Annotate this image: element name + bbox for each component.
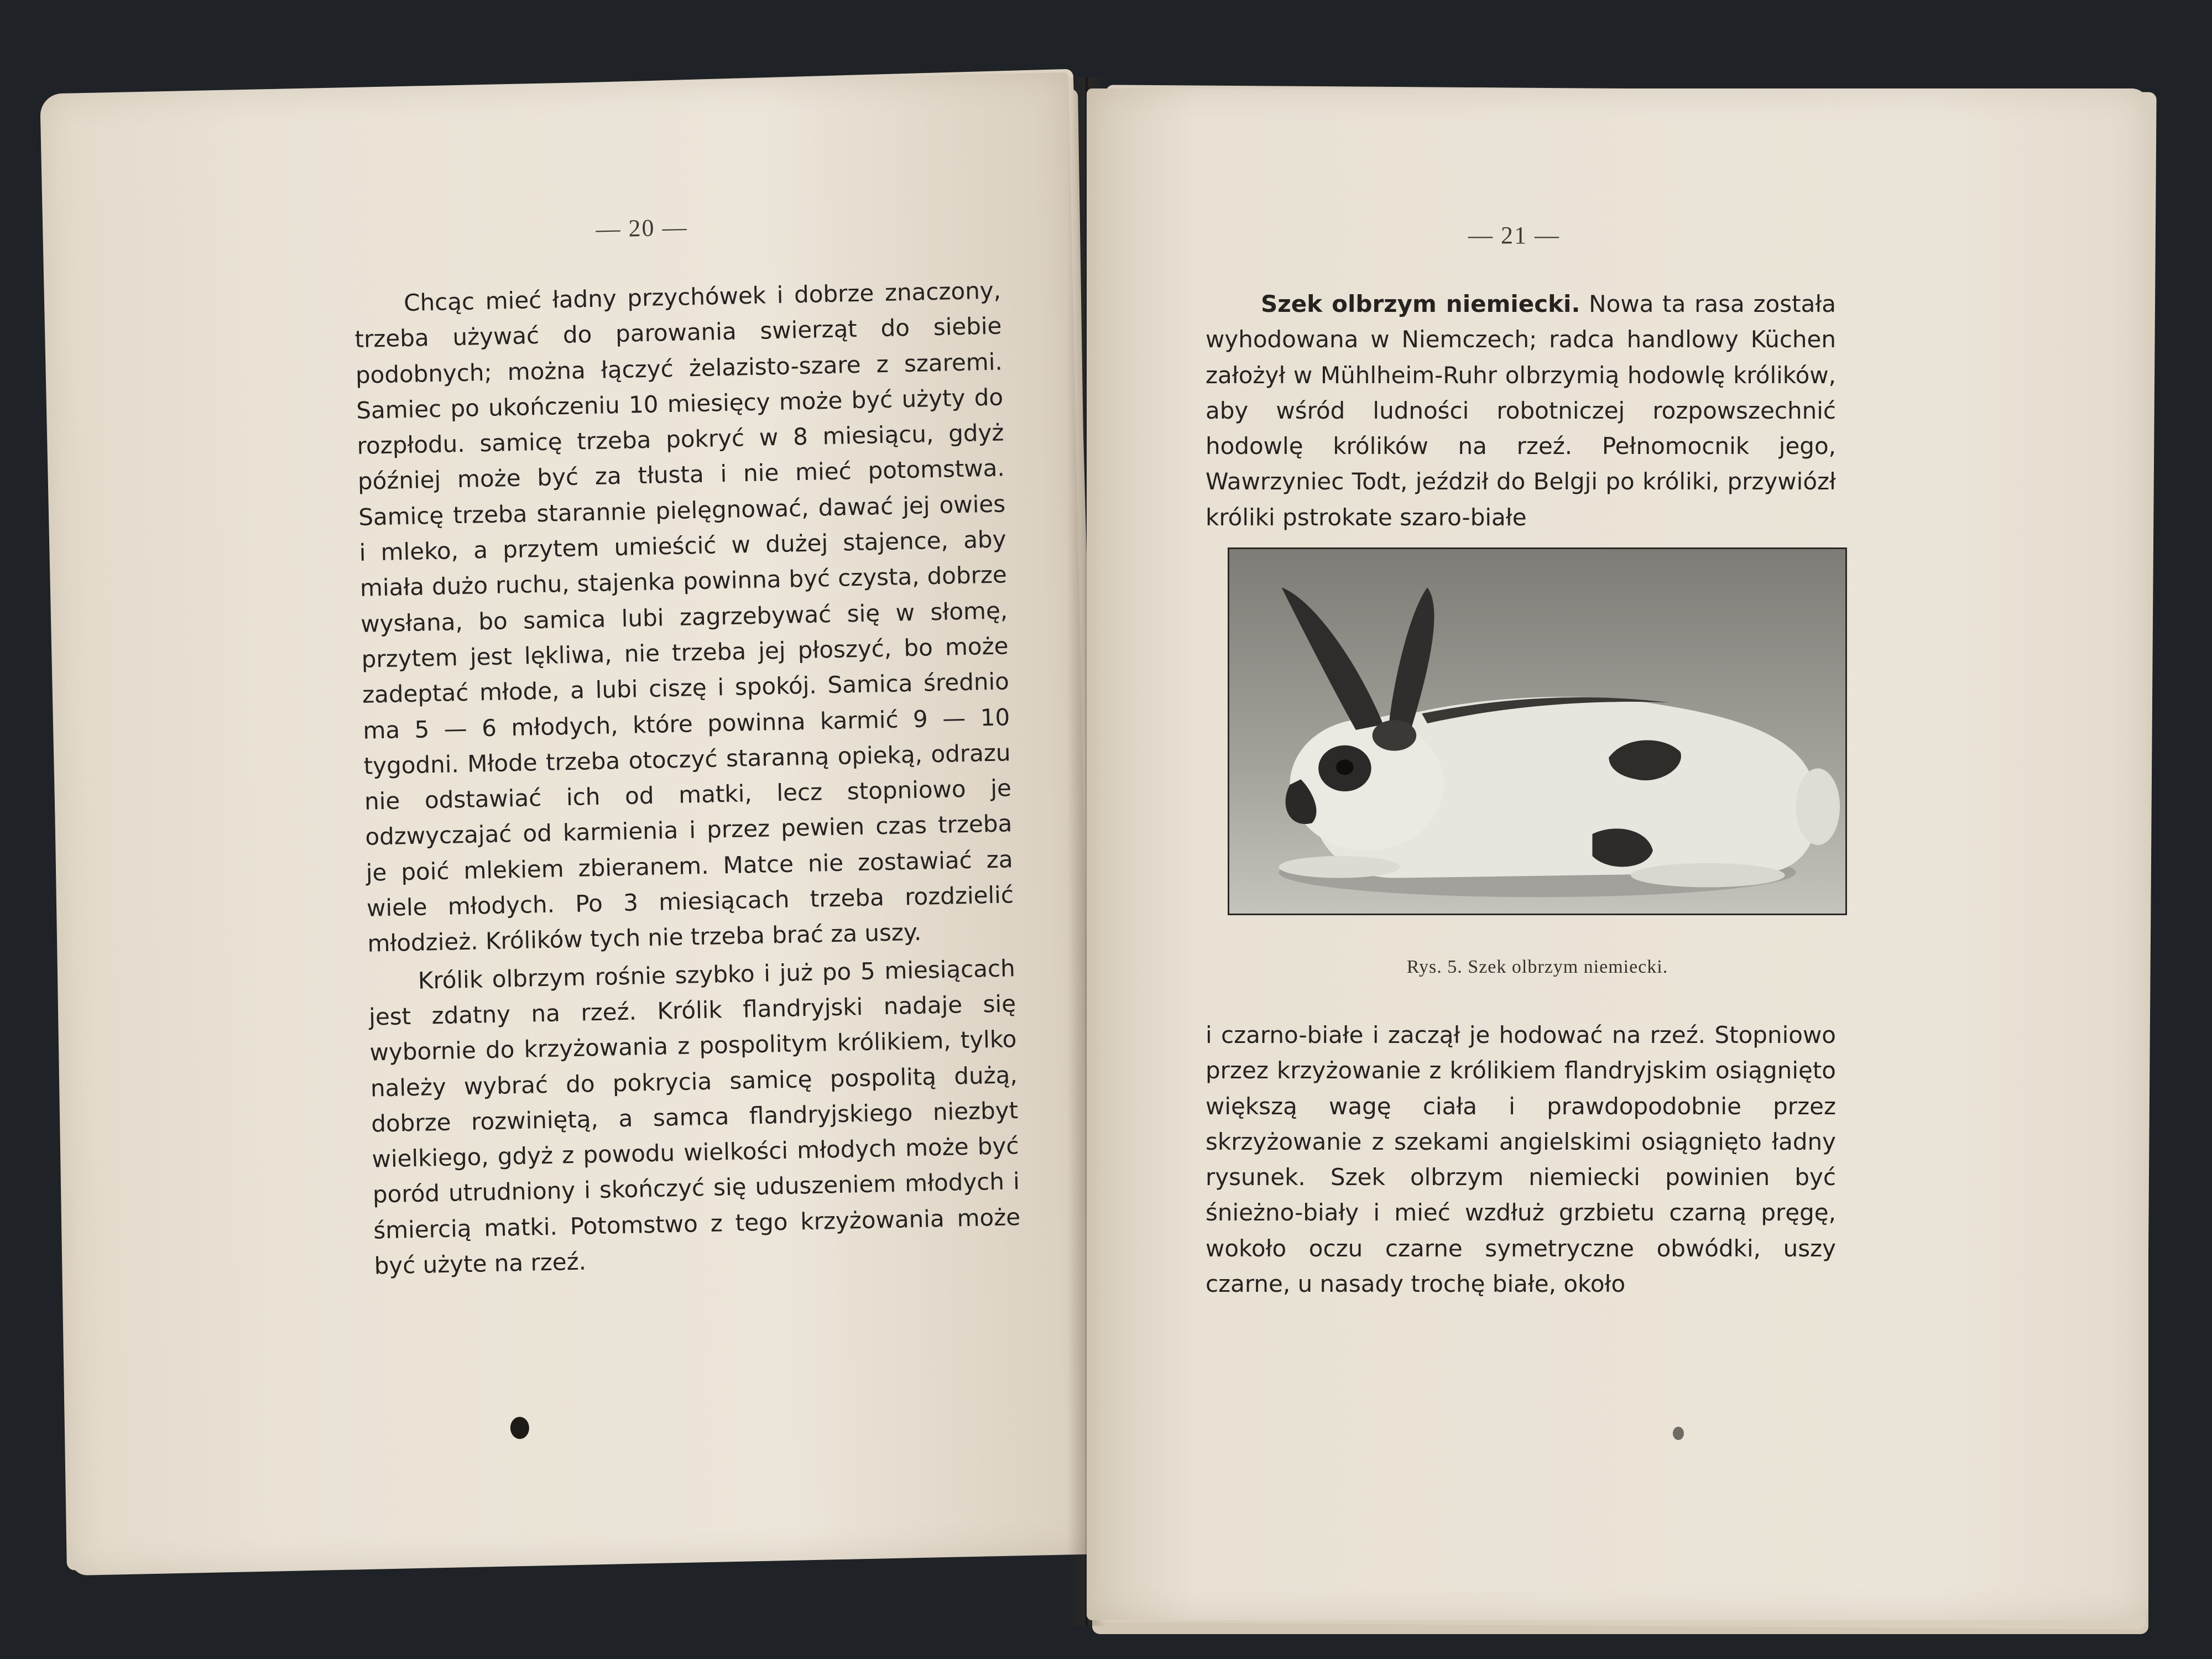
left-page-body (354, 273, 1022, 1284)
intro-text: Nowa ta rasa została wyhodowana w Niemczech; radca handlowy Küchen założył w Mühlheim-Ruhr olbrzymią hodowlę królików, aby wśród ludności robotniczej rozpowszechnić hodowlę królików na rzeź. Pełnomocnik jego, Wawrzyniec Todt, jeździł do Belgji po króliki, przywiózł króliki pstrokate szaro-białe (1206, 290, 1836, 531)
rabbit-illustration (1229, 549, 1845, 914)
ink-blot (510, 1417, 529, 1439)
right-page (1087, 88, 2148, 1620)
left-page (40, 72, 1099, 1575)
right-page-intro (1206, 286, 1836, 535)
section-heading: Szek olbrzym niemiecki. (1261, 290, 1580, 317)
page-number-left: — 20 — (595, 213, 688, 243)
page-number-right: — 21 — (1468, 222, 1560, 249)
paragraph: Chcąc mieć ładny przychówek i dobrze znaczony, trzeba używać do parowania swierząt do siebie podobnych; można łączyć żelazisto-szare z szaremi. Samiec po ukończeniu 10 miesięcy może być użyty do rozpłodu. samicę trzeba pokryć w 8 miesiącu, gdyż później może być za tłusta i nie mieć potomstwa. Samicę trzeba starannie pielęgnować, dawać jej owies i mleko, a przytem umieścić w dużej stajence, aby miała dużo ruchu, stajenka powinna być czysta, dobrze wysłana, bo samica lubi zagrzebywać się w słomę, przytem jest lękliwa, nie trzeba jej płoszyć, bo może zadeptać młode, a lubi ciszę i spokój. Samica średnio ma 5 — 6 młodych, które powinna karmić 9 — 10 tygodni. Młode trzeba otoczyć staranną opieką, odrazu nie odstawiać ich od matki, lecz stopniowo je odzwyczajać od karmienia i przez pewien czas trzeba je poić mlekiem zbieranem. Matce nie zostawiać za wiele młodych. Po 3 miesiącach trzeba rozdzielić młodzież. Królików tych nie trzeba brać za uszy. (354, 276, 1014, 958)
rabbit-photo-icon (1228, 547, 1847, 915)
right-page-continuation (1206, 1018, 1836, 1302)
paragraph (1206, 286, 1836, 535)
paragraph: i czarno-białe i zaczął je hodować na rzeź. Stopniowo przez krzyżowanie z królikiem flandryjskim osiągnięto większą wagę ciała i prawdopodobnie przez skrzyżowanie z szekami angielskimi osiągnięto ładny rysunek. Szek olbrzym niemiecki powinien być śnieżno-biały i mieć wzdłuż grzbietu czarną pręgę, wokoło oczu czarne symetryczne obwódki, uszy czarne, u nasady trochę białe, około (1206, 1021, 1836, 1298)
ink-blot (1673, 1427, 1684, 1440)
paragraph: Królik olbrzym rośnie szybko i już po 5 miesiącach jest zdatny na rzeź. Królik flandryjski nadaje się wybornie do krzyżowania z pospolitym królikiem, tylko należy wybrać do pokrycia samicę pospolitą dużą, dobrze rozwiniętą, a samca flandryjskiego niezbyt wielkiego, gdyż z powodu wielkości młodych może być poród utrudniony i skończyć się uduszeniem młodych i śmiercią matki. Potomstwo z tego krzyżowania może być użyte na rzeź. (368, 954, 1021, 1280)
figure-caption: Rys. 5. Szek olbrzym niemiecki. (1406, 957, 1668, 977)
